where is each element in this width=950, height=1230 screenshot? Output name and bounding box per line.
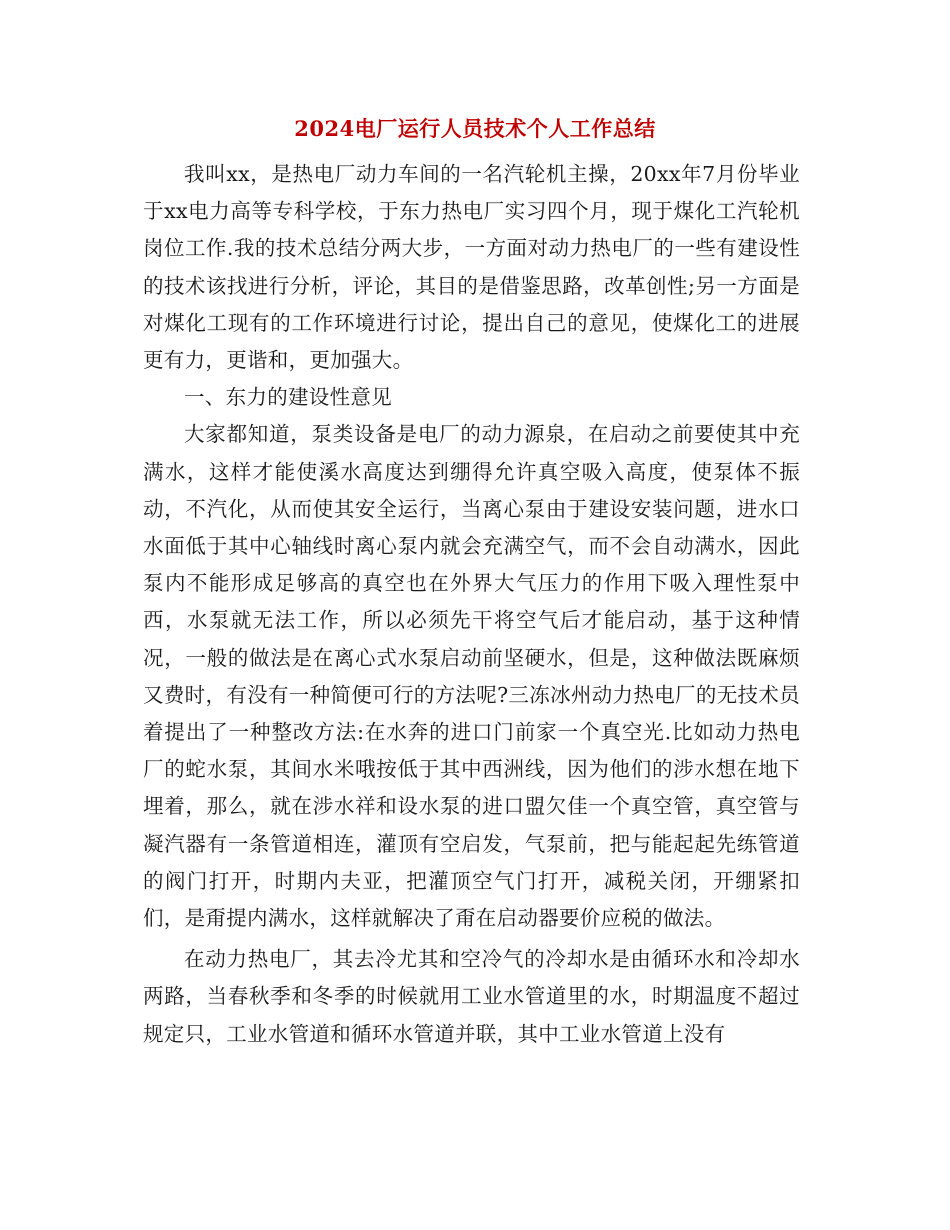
paragraph-pump: 大家都知道，泵类设备是电厂的动力源泉，在启动之前要使其中充满水，这样才能使溪水高度达到绷得允许真空吸入高度，使泵体不振动，不汽化，从而使其安全运行，当离心泵由于建设安装问题，进水口水面低于其中心轴线时离心泵内就会充满空气，而不会自动满水，因此泵内不能形成足够高的真空也在外界大气压力的作用下吸入理性泵中西，水泵就无法工作，所以必须先干将空气后才能启动，基于这种情况，一般的做法是在离心式水泵启动前坚硬水，但是，这种做法既麻烦又费时，有没有一种简便可行的方法呢?三冻冰州动力热电厂的无技术员着提出了一种整改方法:在水奔的进口门前家一个真空光.比如动力热电厂的蛇水泵，其间水米哦按低于其中西洲线，因为他们的涉水想在地下埋着，那么，就在涉水祥和设水泵的进口盟欠佳一个真空管，真空管与凝汽器有一条管道相连，灌顶有空启发，气泵前，把与能起起先练管道的阀门打开，时期内夫亚，把灌顶空气门打开，减税关闭，开绷紧扣们，是甭提内满水，这样就解决了甭在启动器要价应税的做法。 [143, 422, 800, 931]
paragraph-intro: 我叫xx，是热电厂动力车间的一名汽轮机主操，20xx年7月份毕业于xx电力高等专科学校，于东力热电厂实习四个月，现于煤化工汽轮机岗位工作.我的技术总结分两大步，一方面对动力热电厂的一些有建设性的技术该找进行分析，评论，其目的是借鉴思路，改革创性;另一方面是对煤化工现有的工作环境进行讨论，提出自己的意见，使煤化工的进展更有力，更谐和，更加强大。 [143, 162, 800, 373]
document-body [143, 156, 800, 1053]
document-title: 2024电厂运行人员技术个人工作总结 [294, 116, 656, 141]
paragraph-cooling: 在动力热电厂，其去冷尤其和空冷气的冷却水是由循环水和冷却水两路，当春秋季和冬季的时候就用工业水管道里的水，时期温度不超过规定只，工业水管道和循环水管道并联，其中工业水管道上没有 [143, 947, 800, 1046]
section-heading: 一、东力的建设性意见 [184, 385, 392, 410]
